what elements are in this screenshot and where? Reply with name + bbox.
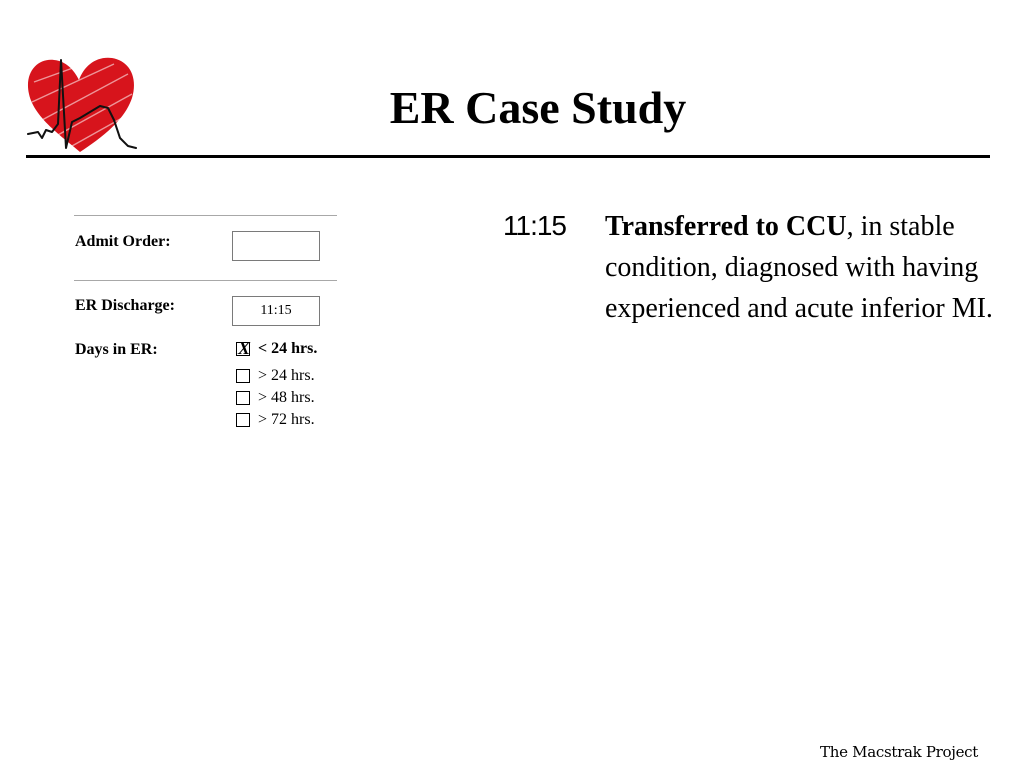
title-divider xyxy=(26,155,990,158)
days-option-less-24[interactable] xyxy=(236,339,317,359)
admit-order-field[interactable] xyxy=(232,231,320,261)
days-option-label: < 24 hrs. xyxy=(258,340,318,357)
days-in-er-label: Days in ER: xyxy=(75,341,158,358)
er-discharge-label: ER Discharge: xyxy=(75,297,175,314)
event-time: 11:15 xyxy=(503,210,566,241)
checkbox-checked[interactable] xyxy=(236,338,250,358)
days-option-label: > 72 hrs. xyxy=(258,411,315,428)
event-description xyxy=(605,206,997,329)
heart-ecg-logo xyxy=(24,52,140,160)
days-option-label: > 24 hrs. xyxy=(258,367,315,384)
heart-ecg-icon xyxy=(24,52,140,160)
admit-order-label: Admit Order: xyxy=(75,233,171,250)
form-divider-top xyxy=(74,215,337,216)
page-title: ER Case Study xyxy=(389,82,687,133)
event-bold-text: Transferred to CCU xyxy=(605,211,847,242)
event-rest-text: , in stable condition, diagnosed with having experienced and acute inferior MI. xyxy=(605,211,993,324)
er-discharge-field[interactable]: 11:15 xyxy=(232,296,320,326)
days-option-label: > 48 hrs. xyxy=(258,389,315,406)
checkbox[interactable] xyxy=(236,369,250,383)
checkbox-x-mark: X xyxy=(237,338,250,358)
checkbox[interactable] xyxy=(236,391,250,405)
footer-credit: The Macstrak Project xyxy=(820,743,978,761)
days-option-more-24[interactable] xyxy=(236,366,315,386)
days-option-more-72[interactable] xyxy=(236,410,315,430)
form-divider-middle xyxy=(74,280,337,281)
days-option-more-48[interactable] xyxy=(236,388,315,408)
checkbox[interactable] xyxy=(236,413,250,427)
